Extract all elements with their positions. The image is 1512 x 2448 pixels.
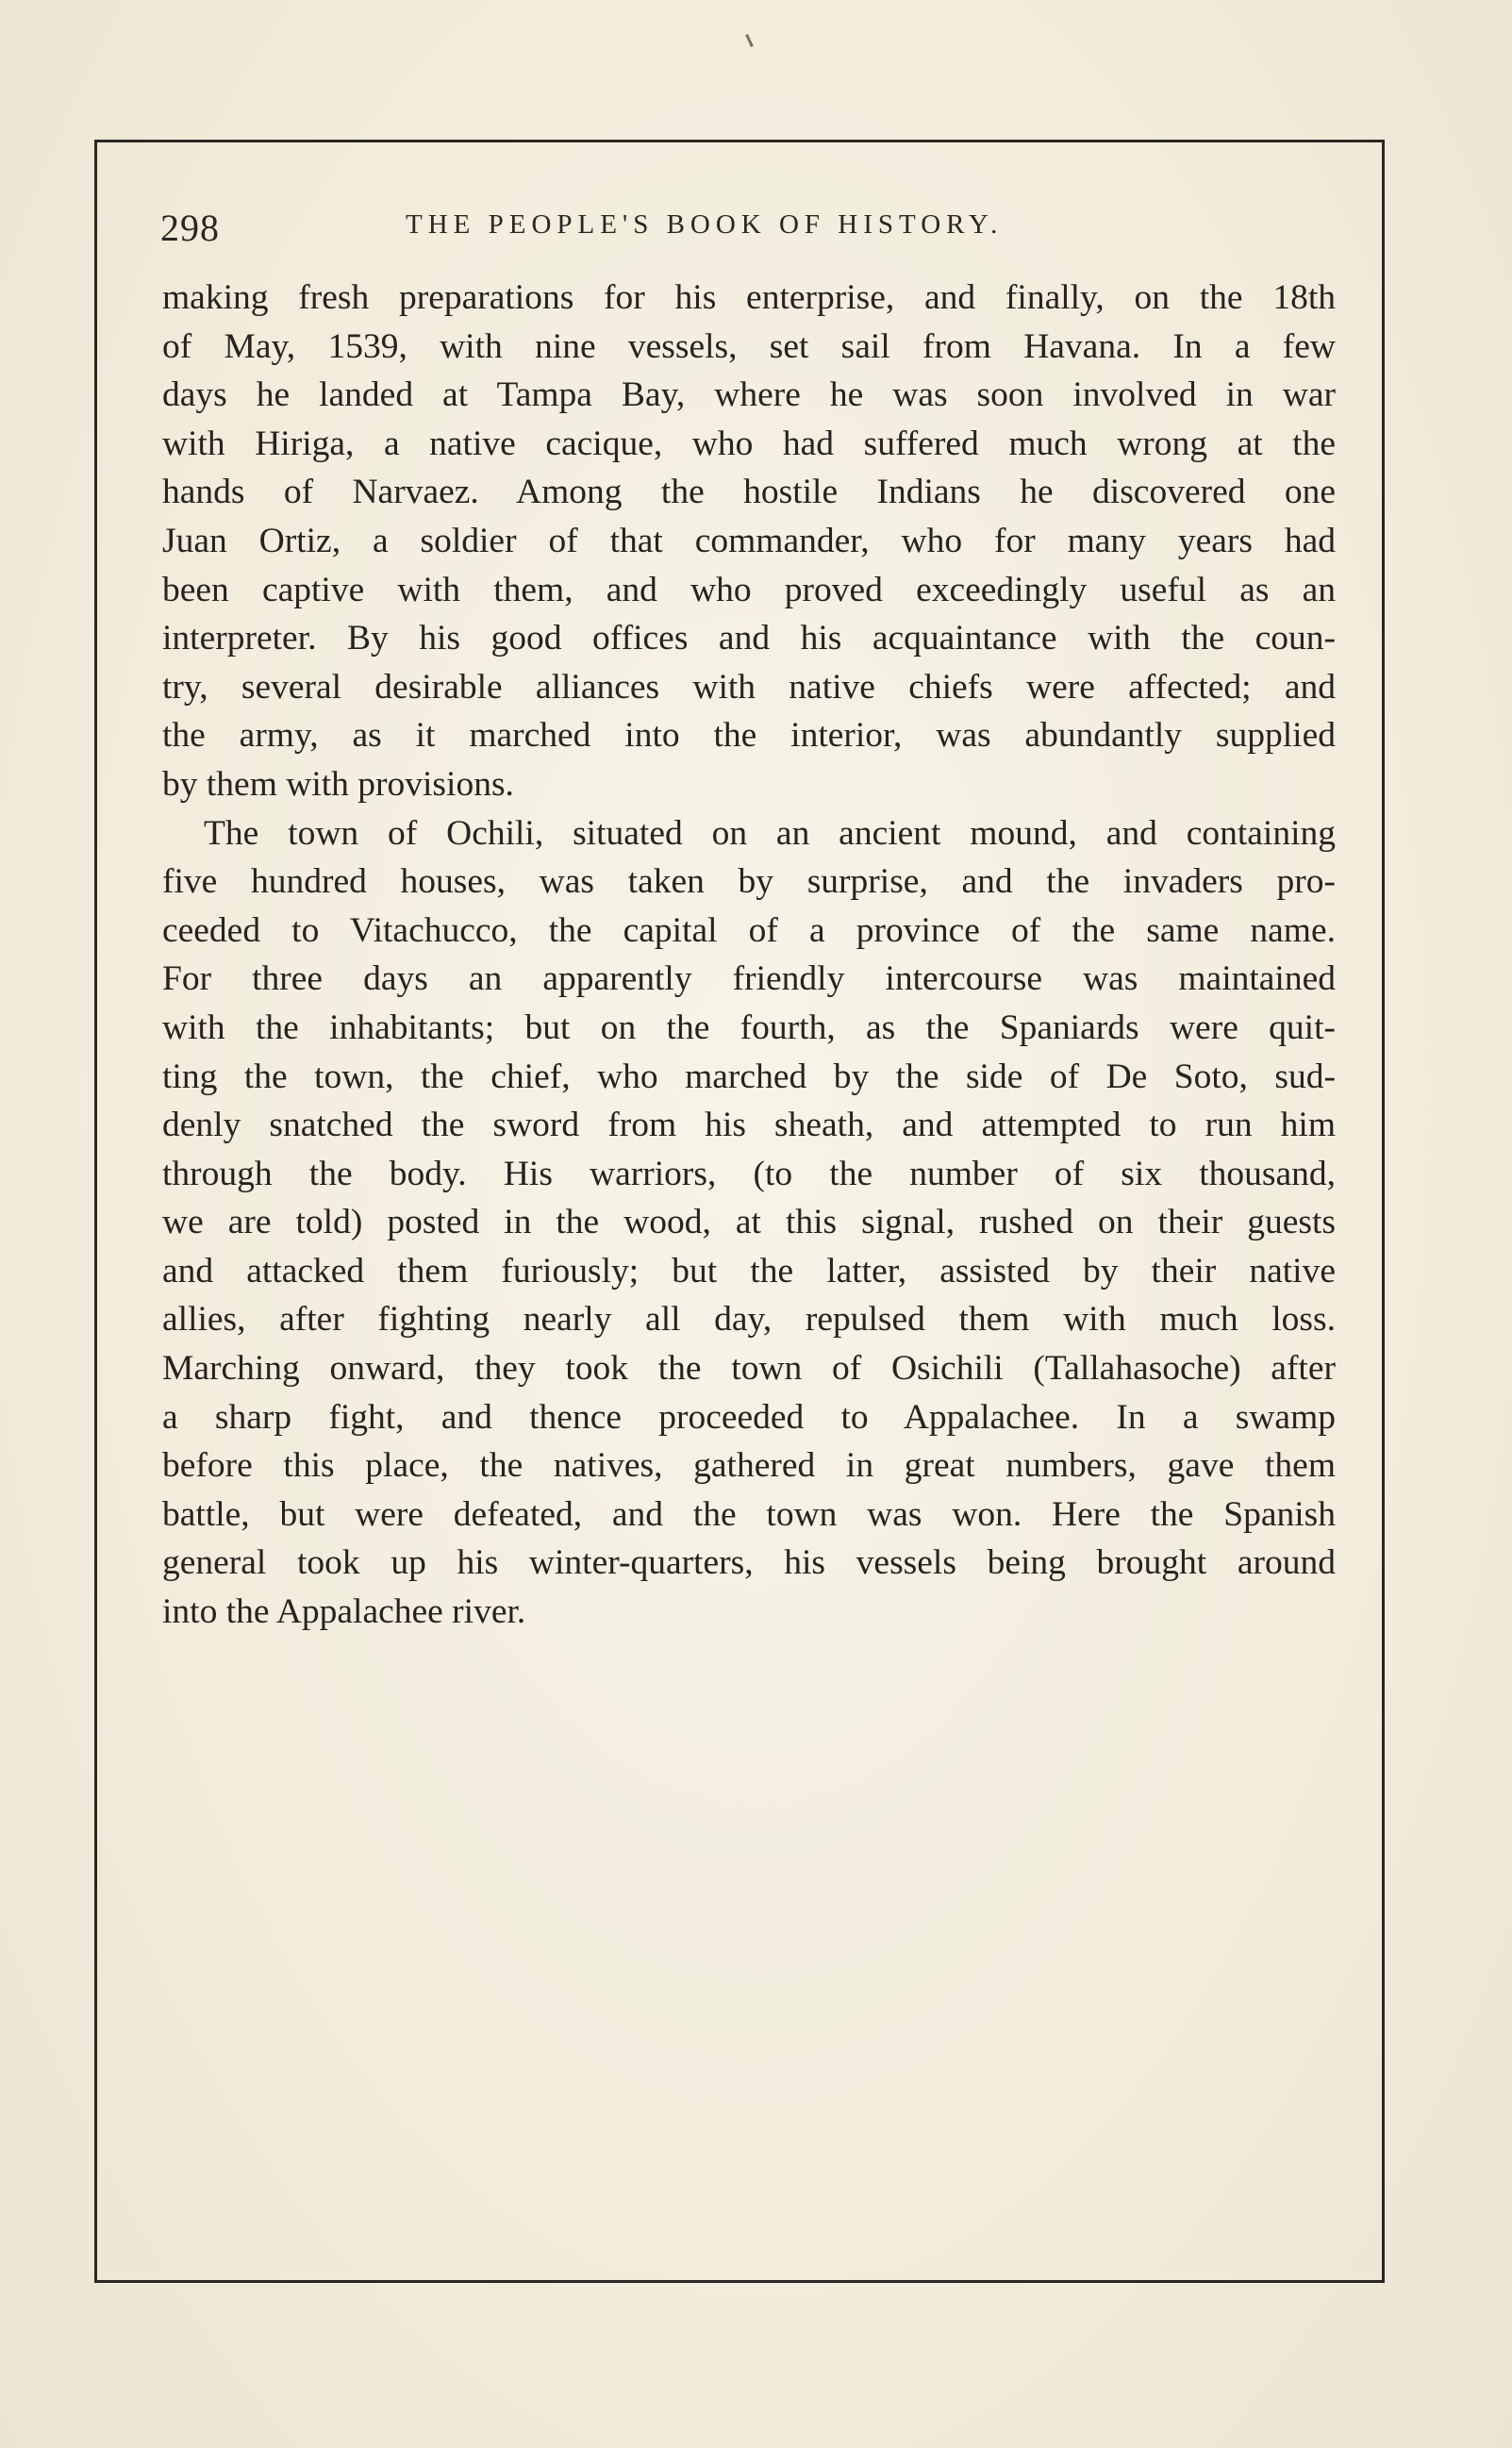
body-text xyxy=(162,274,1336,1637)
text-line: For three days an apparently friendly intercourse was maintained xyxy=(162,959,1336,999)
text-line: try, several desirable alliances with native chiefs were affected; and xyxy=(162,667,1336,707)
text-line: battle, but were defeated, and the town was won. Here the Spanish xyxy=(162,1494,1336,1534)
text-line: general took up his winter-quarters, his vessels being brought around xyxy=(162,1543,1336,1583)
text-line: of May, 1539, with nine vessels, set sail from Havana. In a few xyxy=(162,326,1336,366)
text-line: by them with provisions. xyxy=(162,764,514,804)
text-line: ceeded to Vitachucco, the capital of a province of the same name. xyxy=(162,910,1336,950)
text-line: into the Appalachee river. xyxy=(162,1592,526,1632)
text-line: interpreter. By his good offices and his acquaintance with the coun- xyxy=(162,619,1336,658)
text-line: allies, after fighting nearly all day, repulsed them with much loss. xyxy=(162,1300,1336,1340)
text-line: days he landed at Tampa Bay, where he was soon involved in war xyxy=(162,375,1336,415)
text-line: hands of Narvaez. Among the hostile Indians he discovered one xyxy=(162,473,1336,512)
paragraph-2 xyxy=(162,809,1336,1637)
text-line: Marching onward, they took the town of Osichili (Tallahasoche) after xyxy=(162,1349,1336,1389)
running-title: THE PEOPLE'S BOOK OF HISTORY. xyxy=(406,209,1004,240)
text-line: The town of Ochili, situated on an ancient mound, and containing xyxy=(204,813,1336,853)
paragraph-1 xyxy=(162,274,1336,809)
text-line: with the inhabitants; but on the fourth, as the Spaniards were quit- xyxy=(162,1008,1336,1047)
text-line: five hundred houses, was taken by surprise, and the invaders pro- xyxy=(162,862,1336,902)
ink-speck xyxy=(745,34,754,47)
text-line: denly snatched the sword from his sheath, and attempted to run him xyxy=(162,1106,1336,1145)
text-line: we are told) posted in the wood, at this signal, rushed on their guests xyxy=(162,1203,1336,1242)
text-line: before this place, the natives, gathered in great numbers, gave them xyxy=(162,1446,1336,1486)
text-line: Juan Ortiz, a soldier of that commander, who for many years had xyxy=(162,521,1336,560)
text-line: the army, as it marched into the interior, was abundantly supplied xyxy=(162,716,1336,756)
text-line: ting the town, the chief, who marched by the side of De Soto, sud- xyxy=(162,1057,1336,1096)
text-line: through the body. His warriors, (to the number of six thousand, xyxy=(162,1154,1336,1193)
text-line: making fresh preparations for his enterprise, and finally, on the 18th xyxy=(162,278,1336,317)
text-line: a sharp fight, and thence proceeded to Appalachee. In a swamp xyxy=(162,1397,1336,1437)
text-line: with Hiriga, a native cacique, who had suffered much wrong at the xyxy=(162,424,1336,463)
page-number: 298 xyxy=(160,207,220,249)
page-header xyxy=(160,200,1339,257)
text-line: and attacked them furiously; but the latter, assisted by their native xyxy=(162,1251,1336,1291)
text-line: been captive with them, and who proved exceedingly useful as an xyxy=(162,570,1336,609)
